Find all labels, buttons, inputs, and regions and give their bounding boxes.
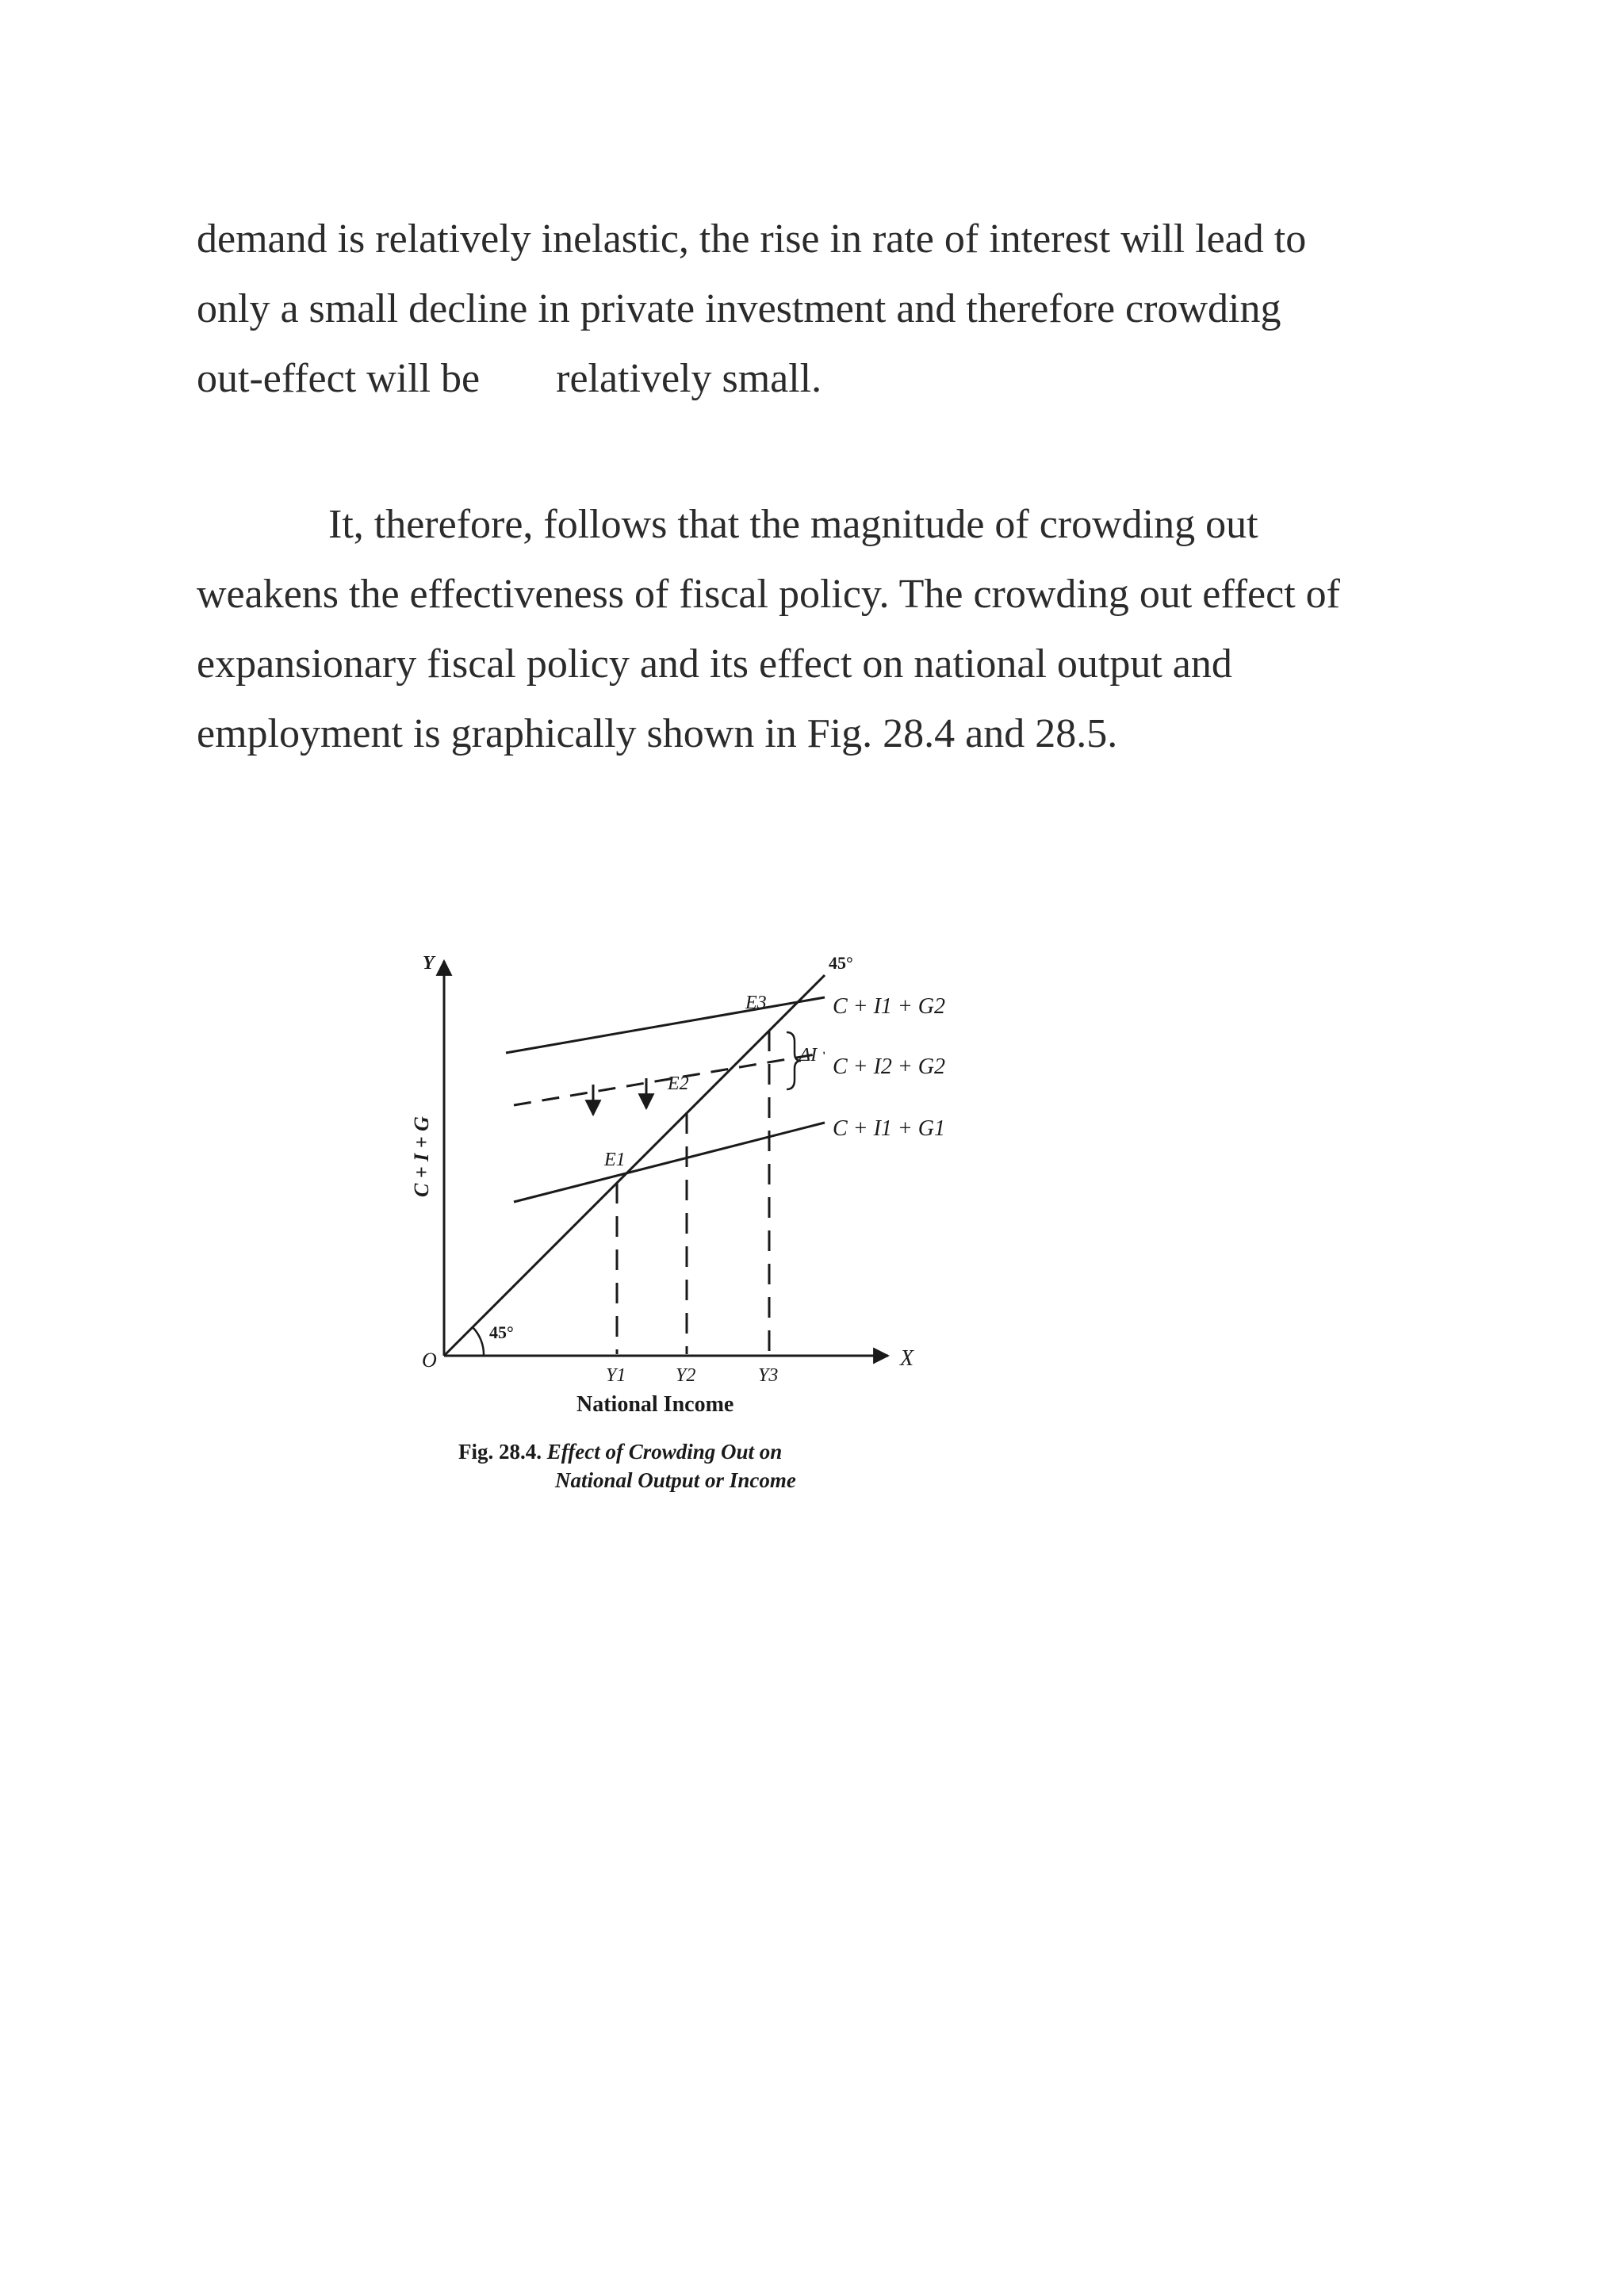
caption-title: Effect of Crowding Out on [546,1440,783,1464]
curve-c-i1-g2 [506,997,825,1053]
y-axis-end-label: Y [423,953,435,974]
delta-label: ΔI [799,1045,818,1066]
angle-arc [473,1327,484,1356]
curve-c-i1-g1 [514,1123,825,1202]
paragraph-line: expansionary fiscal policy and its effect on national output and [197,641,1232,687]
caption-number: Fig. 28.4. [458,1440,542,1464]
point-label-e3: E3 [745,993,767,1013]
figure-caption [458,1440,782,1464]
x-tick-label: Y3 [758,1365,779,1386]
curve-label: C + I1 + G1 [833,1116,946,1141]
curve-label: C + I2 + G2 [833,1054,946,1079]
paragraph-line: only a small decline in private investment and therefore crowding [197,286,1281,331]
line-fragment: relatively small. [556,356,822,401]
point-label-e2: E2 [668,1073,689,1094]
line-fragment: out-effect will be [197,356,481,401]
angle-label-top: 45° [829,953,853,973]
line-45-degree [444,975,825,1356]
caption-title-2: National Output or Income [555,1468,796,1492]
y-axis-title: C + I + G [410,1116,433,1197]
paragraph-line: demand is relatively inelastic, the rise in rate of interest will lead to [197,216,1307,262]
point-label-e1: E1 [604,1150,626,1170]
figure-caption-line2 [555,1468,796,1493]
origin-label: O [422,1349,437,1372]
x-tick-label: Y1 [606,1365,626,1386]
paragraph-line: It, therefore, follows that the magnitude of crowding out [328,502,1258,547]
curve-label: C + I1 + G2 [833,994,946,1019]
angle-label-bottom: 45° [489,1322,514,1342]
x-tick-label: Y2 [676,1365,696,1386]
x-axis-title: National Income [576,1392,734,1417]
paragraph-line: employment is graphically shown in Fig. 28.4 and 28.5. [197,711,1118,756]
x-axis-end-label: X [900,1346,914,1371]
paragraph-line: weakens the effectiveness of fiscal policy. The crowding out effect of [197,572,1340,617]
